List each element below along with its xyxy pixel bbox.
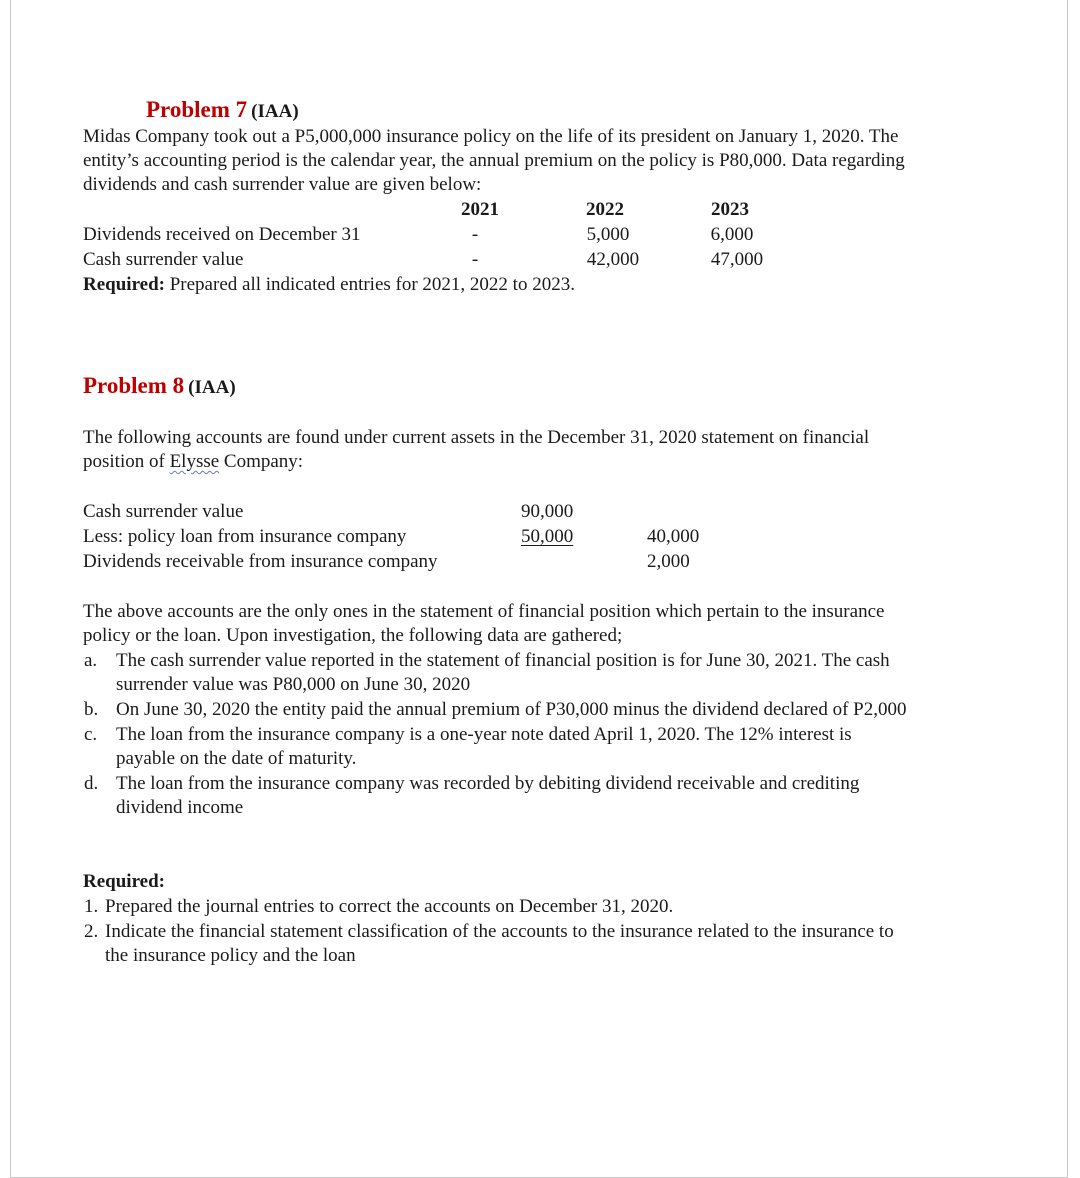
year-header-2021: 2021 [461,199,499,220]
list-item-line: The loan from the insurance company was recorded by debiting dividend receivable and crediting [116,773,860,794]
account-amount: 2,000 [647,551,690,572]
list-marker: b. [84,699,99,720]
problem-7-title: Problem 7 [146,97,248,122]
list-item-line: surrender value was P80,000 on June 30, 2020 [116,674,471,695]
problem-7-required [83,273,575,297]
table-cell: - [471,249,479,270]
list-marker: 1. [84,896,99,917]
problem-8-intro-line-2 [83,450,303,474]
problem-8-heading [83,373,236,399]
problem-7-intro-line-1: Midas Company took out a P5,000,000 insurance policy on the life of its president on January 1, 2020. The [83,126,899,147]
list-item-line: On June 30, 2020 the entity paid the annual premium of P30,000 minus the dividend declared of P2,000 [116,699,907,720]
list-item-line: payable on the date of maturity. [116,748,357,769]
list-marker: c. [84,724,98,745]
problem-7-intro-line-2: entity’s accounting period is the calendar year, the annual premium on the policy is P80,000. Data regarding [83,150,905,171]
company-name: Elysse [169,451,220,472]
list-item-line: dividend income [116,797,244,818]
table-cell: 47,000 [710,249,764,270]
table-cell: 42,000 [586,249,640,270]
list-marker: a. [84,650,98,671]
table-row-label: Dividends received on December 31 [83,224,361,245]
table-row-label: Cash surrender value [83,249,244,270]
problem-7-tag: (IAA) [251,101,299,122]
account-amount: 90,000 [521,501,574,522]
account-label: Less: policy loan from insurance company [83,526,407,547]
problem-8-required-label: Required: [83,871,165,892]
problem-8-intro-line-1: The following accounts are found under current assets in the December 31, 2020 statement on financial [83,427,870,448]
list-marker: d. [84,773,99,794]
list-marker: 2. [84,921,99,942]
problem-7-intro-line-3: dividends and cash surrender value are given below: [83,174,482,195]
year-header-2023: 2023 [711,199,749,220]
table-cell: 5,000 [586,224,630,245]
account-label: Dividends receivable from insurance company [83,551,438,572]
list-item-line: Prepared the journal entries to correct the accounts on December 31, 2020. [105,896,674,917]
required-label: Required: [83,274,165,295]
table-cell: - [471,224,479,245]
problem-7-heading [146,97,299,123]
table-cell: 6,000 [710,224,754,245]
problem-8-paragraph-line-1: The above accounts are the only ones in the statement of financial position which pertain to the insurance [83,601,885,622]
problem-8-tag: (IAA) [188,377,236,398]
intro-text: Company: [219,451,304,472]
problem-8-paragraph-line-2: policy or the loan. Upon investigation, the following data are gathered; [83,625,623,646]
list-item-line: The loan from the insurance company is a one-year note dated April 1, 2020. The 12% interest is [116,724,852,745]
list-item-line: The cash surrender value reported in the statement of financial position is for June 30, 2021. The cash [116,650,890,671]
required-text: Prepared all indicated entries for 2021, 2022 to 2023. [169,274,575,295]
account-label: Cash surrender value [83,501,244,522]
list-item-line: the insurance policy and the loan [105,945,356,966]
list-item-line: Indicate the financial statement classification of the accounts to the insurance related to the insurance to [105,921,894,942]
intro-text: position of [83,451,170,472]
account-amount: 40,000 [647,526,700,547]
year-header-2022: 2022 [586,199,624,220]
account-amount: 50,000 [521,526,574,547]
problem-8-title: Problem 8 [83,373,185,398]
